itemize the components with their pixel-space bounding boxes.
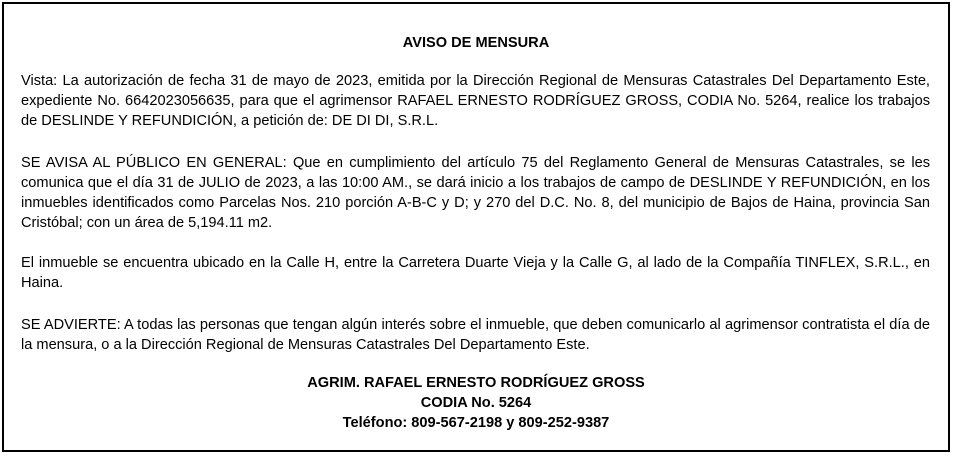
paragraph-location: El inmueble se encuentra ubicado en la Calle H, entre la Carretera Duarte Vieja y la Calle G, al lado de la Compañía TINFLEX, S.R.L., en Haina. [21, 255, 930, 291]
legal-notice-box [2, 2, 950, 452]
paragraph-warning: SE ADVIERTE: A todas las personas que tengan algún interés sobre el inmueble, que deben comunicarlo al agrimensor contratista el día de la mensura, o a la Dirección Regional de Mensuras Catastrales Del Departamento Este. [21, 317, 930, 353]
notice-title: AVISO DE MENSURA [402, 35, 550, 51]
paragraph-authorization: Vista: La autorización de fecha 31 de mayo de 2023, emitida por la Dirección Regional de Mensuras Catastrales Del Departamento Este, expediente No. 6642023056635, para que el agrimensor RAFAEL ERNESTO RODRÍGUEZ GROSS, CODIA No. 5264, realice los trabajos de DESLINDE Y REFUNDICIÓN, a petición de: DE DI DI, S.R.L. [21, 73, 930, 129]
paragraph-public-notice: SE AVISA AL PÚBLICO EN GENERAL: Que en cumplimiento del artículo 75 del Reglamento General de Mensuras Catastrales, se les comunica que el día 31 de JULIO de 2023, a las 10:00 AM., se dará inicio a los trabajos de campo de DESLINDE Y REFUNDICIÓN, en los inmuebles identificados como Parcelas Nos. 210 porción A-B-C y D; y 270 del D.C. No. 8, del municipio de Bajos de Haina, provincia San Cristóbal; con un área de 5,194.11 m2. [21, 155, 930, 231]
signature-block [4, 373, 948, 433]
phone-numbers: Teléfono: 809-567-2198 y 809-252-9387 [342, 415, 610, 431]
codia-number: CODIA No. 5264 [420, 395, 532, 411]
surveyor-name: AGRIM. RAFAEL ERNESTO RODRÍGUEZ GROSS [307, 375, 645, 391]
